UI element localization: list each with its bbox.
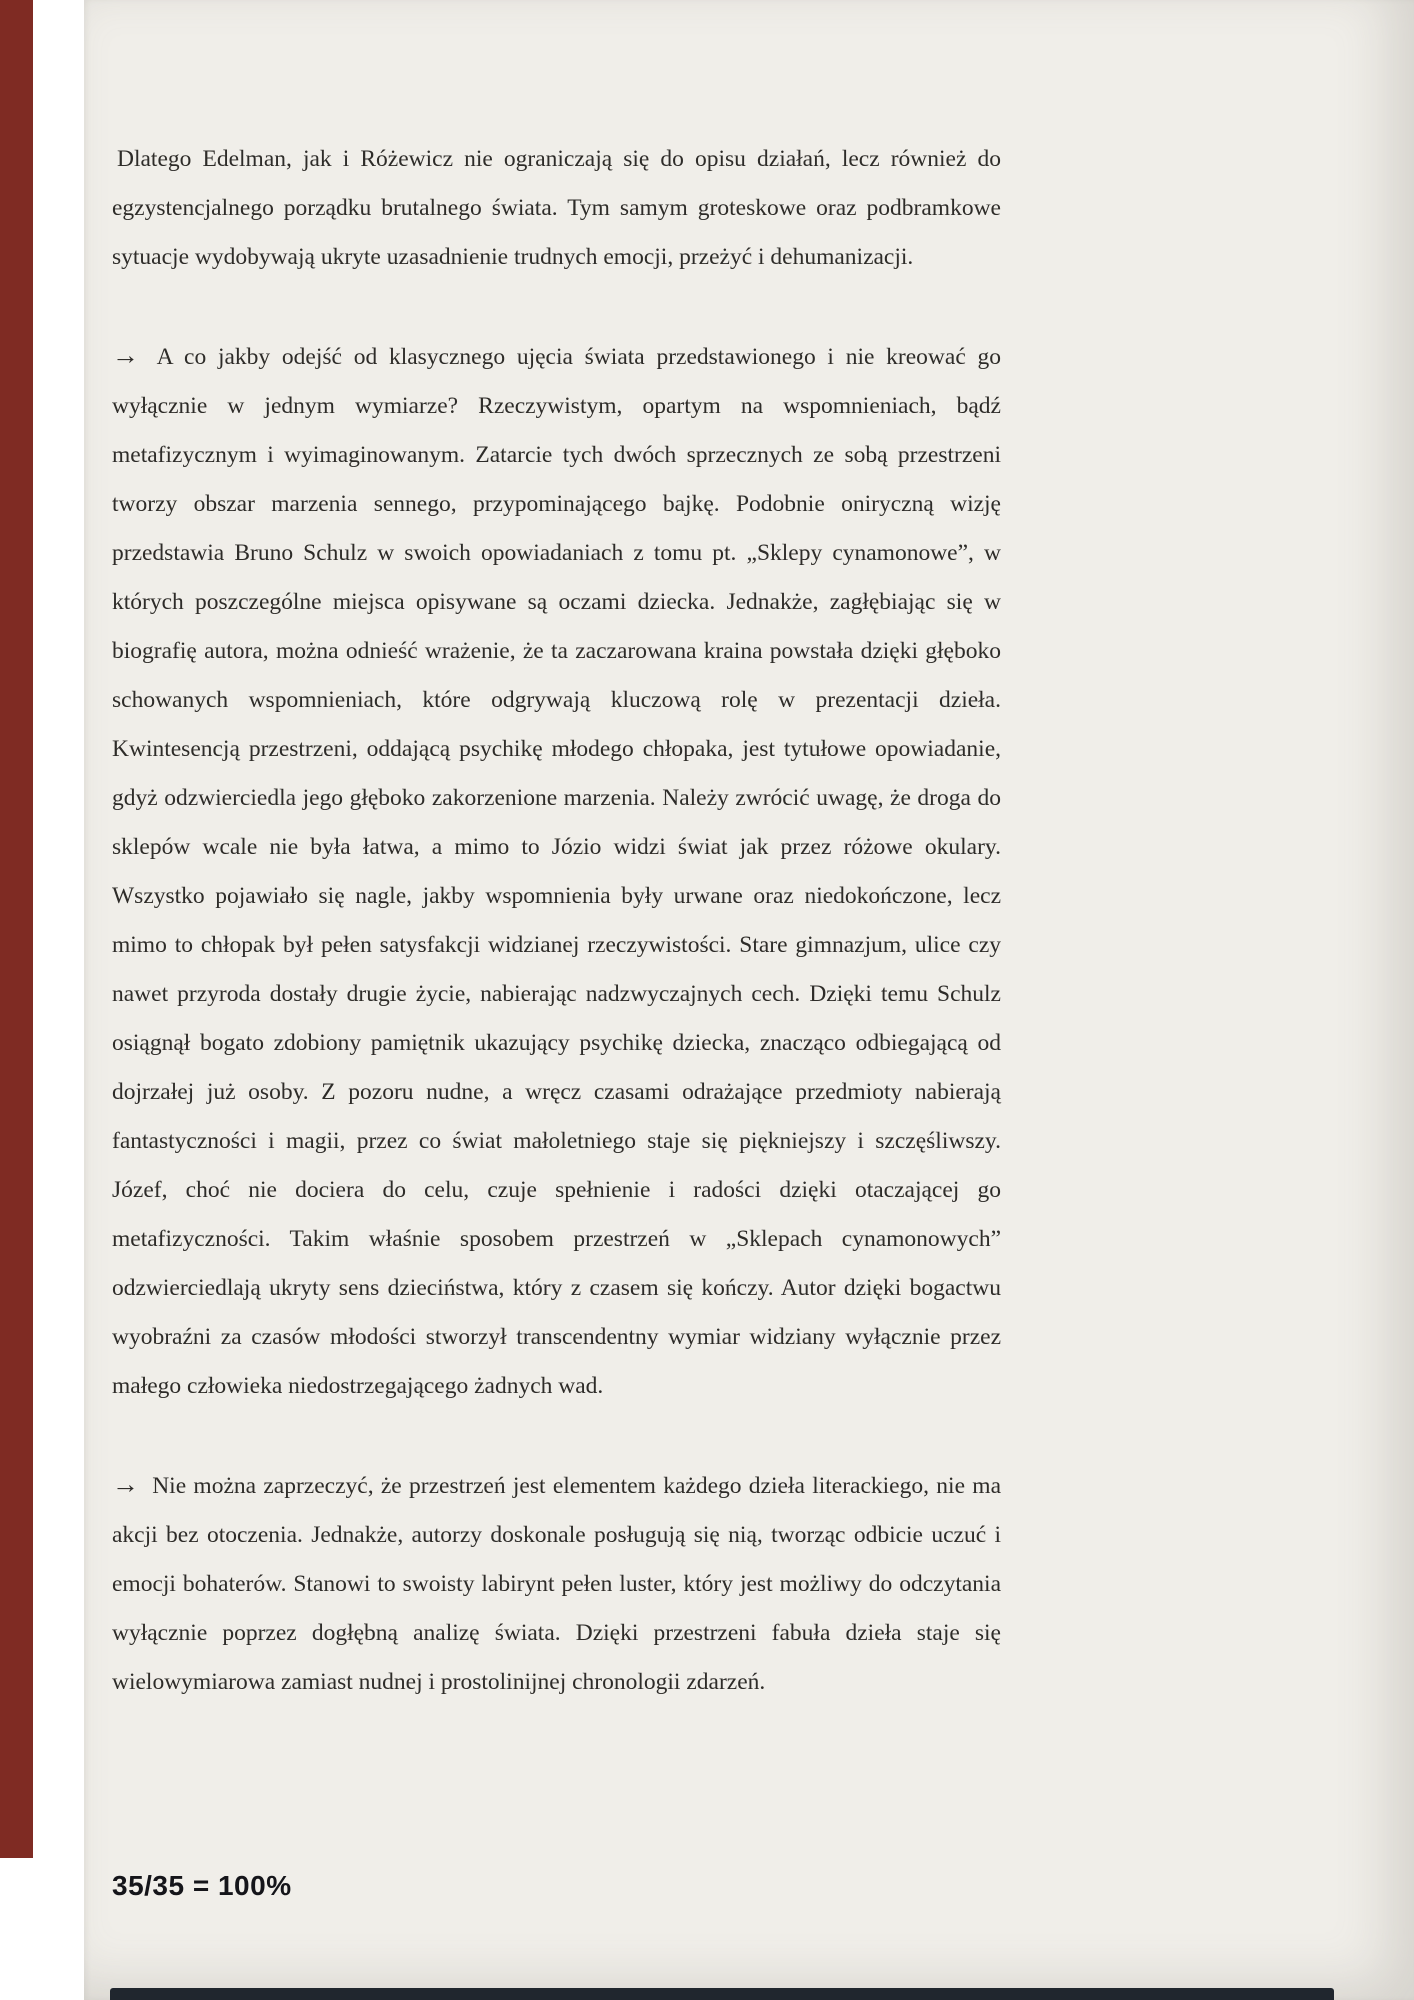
paragraph — [112, 133, 1001, 282]
arrow-icon: → — [112, 1469, 148, 1499]
essay-text-block — [112, 133, 1001, 1756]
bottom-dark-edge — [110, 1988, 1334, 2000]
paragraph-text: A co jakby odejść od klasycznego ujęcia świata przedstawionego i nie kreować go wyłącznie w jednym wymiarze? Rzeczywistym, opartym na wspomnieniach, bądź metafizycznym i wyimaginowanym. Zatarcie tych dwóch sprzecznych ze sobą przestrzeni tworzy obszar marzenia sennego, przypominającego bajkę. Podobnie oniryczną wizję przedstawia Bruno Schulz w swoich opowiadaniach z tomu pt. „Sklepy cynamonowe”, w których poszczególne miejsca opisywane są oczami dziecka. Jednakże, zagłębiając się w biografię autora, można odnieść wrażenie, że ta zaczarowana kraina powstała dzięki głęboko schowanych wspomnieniach, które odgrywają kluczową rolę w prezentacji dzieła. Kwintesencją przestrzeni, oddającą psychikę młodego chłopaka, jest tytułowe opowiadanie, gdyż odzwierciedla jego głęboko zakorzenione marzenia. Należy zwrócić uwagę, że droga do sklepów wcale nie była łatwa, a mimo to Józio widzi świat jak przez różowe okulary. Wszystko pojawiało się nagle, jakby wspomnienia były urwane oraz niedokończone, lecz mimo to chłopak był pełen satysfakcji widzianej rzeczywistości. Stare gimnazjum, ulice czy nawet przyroda dostały drugie życie, nabierając nadzwyczajnych cech. Dzięki temu Schulz osiągnął bogato zdobiony pamiętnik ukazujący psychikę dziecka, znacząco odbiegającą od dojrzałej już osoby. Z pozoru nudne, a wręcz czasami odrażające przedmioty nabierają fantastyczności i magii, przez co świat małoletniego staje się piękniejszy i szczęśliwszy. Józef, choć nie dociera do celu, czuje spełnienie i radości dzięki otaczającej go metafizyczności. Takim właśnie sposobem przestrzeń w „Sklepach cynamonowych” odzwierciedlają ukryty sens dzieciństwa, który z czasem się kończy. Autor dzięki bogactwu wyobraźni za czasów młodości stworzył transcendentny wymiar widziany wyłącznie przez małego człowieka niedostrzegającego żadnych wad. — [112, 344, 1001, 1399]
paragraph — [112, 1460, 1001, 1707]
paragraph-text: Nie można zaprzeczyć, że przestrzeń jest elementem każdego dzieła literackiego, nie ma akcji bez otoczenia. Jednakże, autorzy doskonale posługują się nią, tworząc odbicie uczuć i emocji bohaterów. Stanowi to swoisty labirynt pełen luster, który jest możliwy do odczytania wyłącznie poprzez dogłębną analizę świata. Dzięki przestrzeni fabuła dzieła staje się wielowymiarowa zamiast nudnej i prostolinijnej chronologii zdarzeń. — [112, 1473, 1002, 1695]
arrow-icon: → — [112, 340, 152, 370]
score-label: 35/35 = 100% — [112, 1870, 292, 1901]
paragraph — [112, 331, 1001, 1411]
paragraph-text: Dlatego Edelman, jak i Różewicz nie ograniczają się do opisu działań, lecz również do egzystencjalnego porządku brutalnego świata. Tym samym groteskowe oraz podbramkowe sytuacje wydobywają ukryte uzasadnienie trudnych emocji, przeżyć i dehumanizacji. — [112, 146, 1001, 270]
left-edge-red-stripe — [0, 0, 33, 1858]
